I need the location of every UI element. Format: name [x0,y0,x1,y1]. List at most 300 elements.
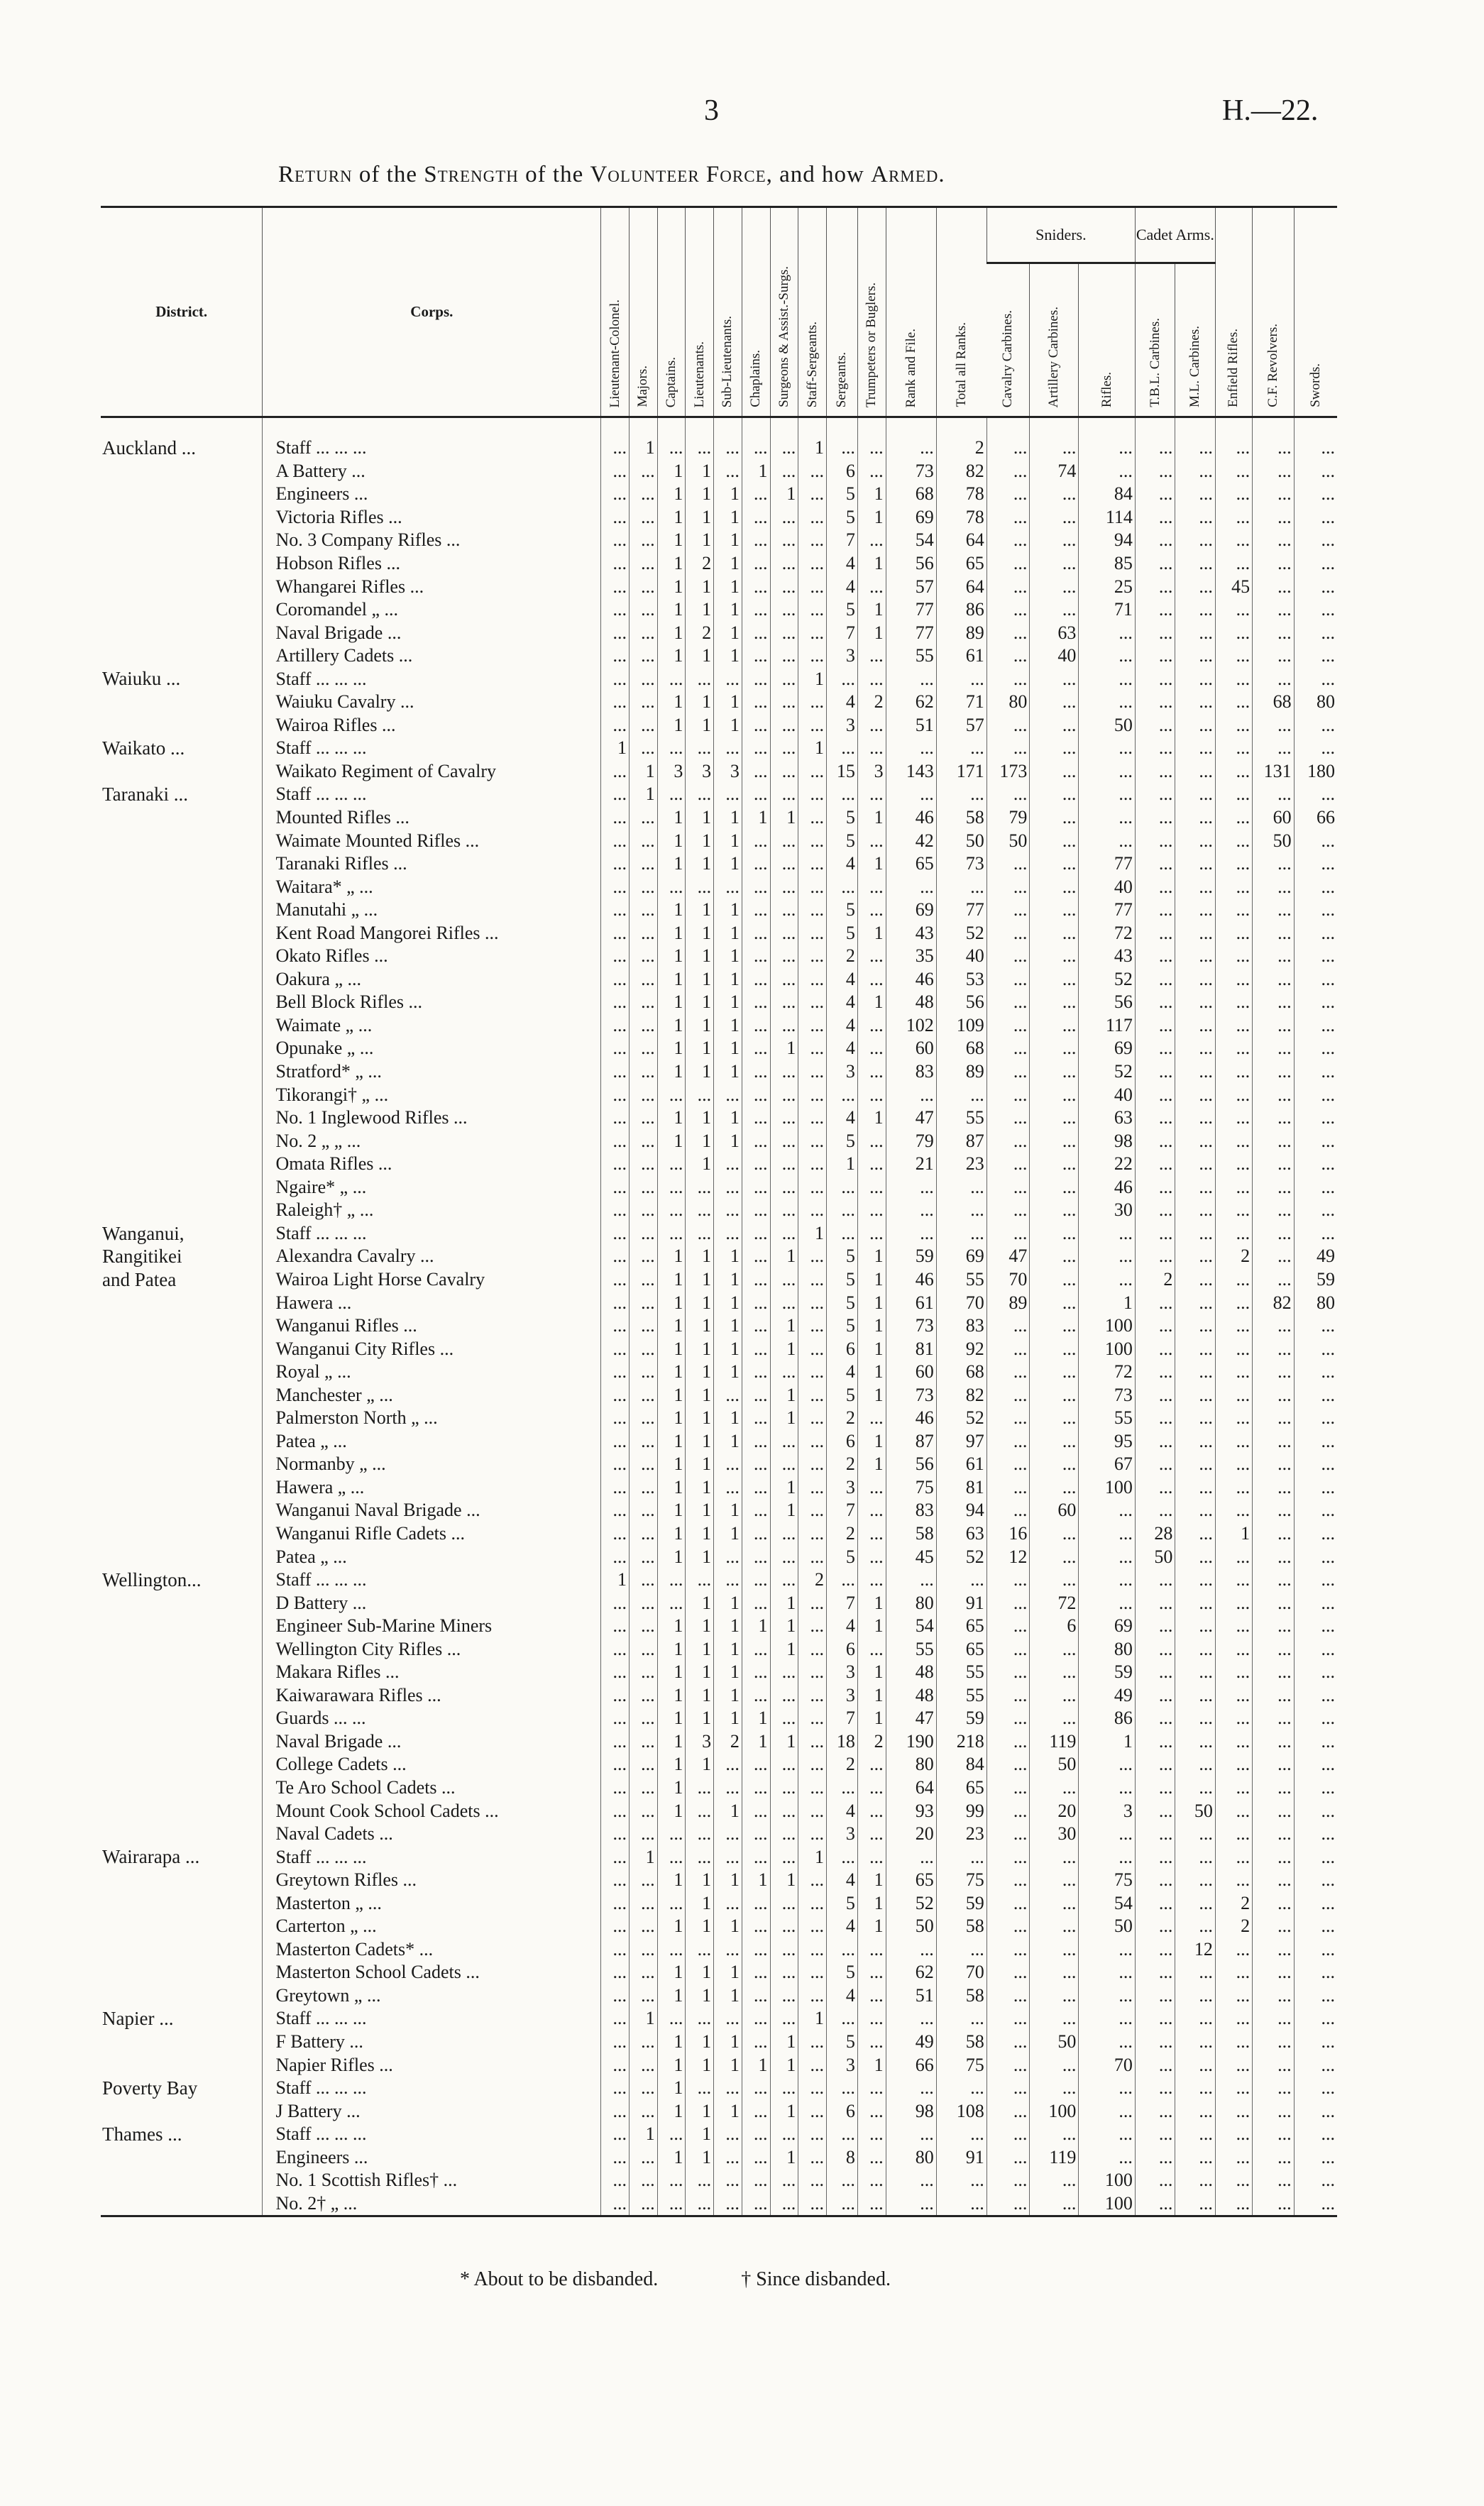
value-cell: ... [1135,1845,1175,1869]
col-arms [1079,263,1135,417]
value-cell: ... [629,806,657,830]
corps-cell: Mounted Rifles ... [263,806,601,830]
district-cell: Thames ... [102,2123,182,2145]
value-cell: 1 [714,644,742,668]
value-cell: 1 [686,1707,714,1730]
district-cell [101,1129,263,1153]
value-cell: 1 [686,991,714,1014]
value-cell: ... [1175,460,1215,483]
value-cell: ... [1030,1915,1079,1938]
value-cell: 5 [826,2030,857,2054]
value-cell: ... [1253,1314,1295,1338]
value-cell: 21 [886,1153,936,1176]
value-cell: 70 [986,1268,1030,1292]
table-row [101,2123,1337,2146]
value-cell: ... [986,1222,1030,1246]
value-cell: ... [714,2192,742,2216]
value-cell: ... [1135,529,1175,552]
corps-cell: Masterton Cadets* ... [263,1938,601,1962]
value-cell: ... [629,1753,657,1776]
value-cell: ... [1175,417,1215,460]
value-cell: 3 [826,1661,857,1684]
value-cell: ... [657,667,686,691]
value-cell: ... [714,1845,742,1869]
value-cell: ... [1253,2030,1295,2054]
value-cell: ... [1135,1823,1175,1846]
value-cell: ... [742,2077,770,2100]
district-cell [101,875,263,898]
table-row [101,921,1337,945]
value-cell: ... [1135,1984,1175,2008]
value-cell: ... [798,1522,827,1546]
value-cell: ... [1030,1845,1079,1869]
value-cell: ... [742,2145,770,2169]
value-cell: ... [798,1176,827,1199]
value-cell: 1 [686,829,714,852]
value-cell: 81 [886,1337,936,1361]
value-cell: ... [986,1430,1030,1453]
value-cell: ... [1135,2007,1175,2030]
value-cell: 60 [1253,806,1295,830]
value-cell: ... [986,460,1030,483]
value-cell: ... [1294,1776,1337,1800]
value-cell: ... [742,417,770,460]
value-cell: ... [886,875,936,898]
value-cell: ... [742,1106,770,1130]
value-cell: ... [686,1083,714,1106]
table-row [101,1383,1337,1407]
value-cell: ... [1079,783,1135,806]
value-cell: 62 [886,691,936,714]
value-cell: 5 [826,483,857,506]
corps-cell: Greytown „ ... [263,1984,601,2008]
col-rank-label: Sergeants. [834,351,850,407]
value-cell: ... [714,1083,742,1106]
value-cell: 73 [886,460,936,483]
value-cell: 5 [826,1245,857,1268]
value-cell: ... [1175,921,1215,945]
page-number: 3 [704,94,719,127]
value-cell: ... [936,2192,986,2216]
value-cell: ... [1135,621,1175,644]
value-cell: 48 [886,1684,936,1708]
corps-cell: F Battery ... [263,2030,601,2054]
value-cell: ... [629,460,657,483]
value-cell: ... [770,1961,798,1984]
value-cell: ... [1030,852,1079,876]
table-row [101,1176,1337,1199]
district-cell [101,552,263,576]
value-cell: ... [1253,921,1295,945]
corps-cell: Whangarei Rifles ... [263,575,601,598]
value-cell: 7 [826,1591,857,1615]
value-cell: ... [936,1938,986,1962]
value-cell: ... [798,1291,827,1314]
value-cell: ... [1215,1707,1252,1730]
value-cell: 7 [826,621,857,644]
value-cell: 1 [770,1499,798,1522]
table-row [101,1637,1337,1661]
value-cell: 143 [886,760,936,784]
value-cell: ... [629,667,657,691]
value-cell: 1 [714,991,742,1014]
value-cell: ... [1215,1684,1252,1708]
value-cell: ... [1030,1707,1079,1730]
value-cell: ... [601,1176,630,1199]
value-cell: ... [1253,783,1295,806]
table-row [101,714,1337,737]
value-cell: 5 [826,898,857,922]
value-cell: ... [1030,714,1079,737]
value-cell: ... [1294,1430,1337,1453]
value-cell: ... [936,1176,986,1199]
value-cell: ... [629,1314,657,1338]
value-cell: ... [798,644,827,668]
corps-cell: Artillery Cadets ... [263,644,601,668]
value-cell: ... [1175,1407,1215,1430]
value-cell: ... [742,2030,770,2054]
value-cell: ... [886,2007,936,2030]
value-cell: 5 [826,829,857,852]
value-cell: ... [1294,1707,1337,1730]
value-cell: 59 [1294,1268,1337,1292]
value-cell: ... [986,2077,1030,2100]
value-cell: ... [714,2077,742,2100]
value-cell: 55 [1079,1407,1135,1430]
value-cell: 1 [629,760,657,784]
value-cell: ... [857,1014,886,1038]
value-cell: 1 [657,1106,686,1130]
value-cell: ... [857,968,886,991]
value-cell: ... [1135,506,1175,529]
value-cell: ... [986,1891,1030,1915]
value-cell: ... [1215,852,1252,876]
value-cell: 2 [826,1453,857,1476]
value-cell: ... [1135,483,1175,506]
col-arms-label: Swords. [1307,363,1323,407]
table-row [101,460,1337,483]
value-cell: ... [601,852,630,876]
value-cell: 1 [742,1869,770,1892]
value-cell: 1 [686,1153,714,1176]
table-row [101,1430,1337,1453]
value-cell: ... [1294,575,1337,598]
value-cell: ... [1030,1245,1079,1268]
value-cell: ... [1253,1891,1295,1915]
value-cell: ... [1215,1984,1252,2008]
value-cell: ... [770,1776,798,1800]
value-cell: ... [601,1823,630,1846]
value-cell: 1 [714,506,742,529]
value-cell: ... [886,1845,936,1869]
value-cell: ... [742,2192,770,2216]
value-cell: 25 [1079,575,1135,598]
value-cell: ... [1215,1268,1252,1292]
value-cell: ... [826,875,857,898]
corps-cell: Greytown Rifles ... [263,1869,601,1892]
value-cell: 1 [657,714,686,737]
value-cell: 1 [657,1014,686,1038]
value-cell: 117 [1079,1014,1135,1038]
value-cell: 1 [657,829,686,852]
value-cell: ... [1253,1268,1295,1292]
value-cell: 1 [601,737,630,760]
value-cell: ... [1030,1938,1079,1962]
value-cell: ... [986,898,1030,922]
value-cell: 20 [886,1823,936,1846]
table-row [101,1407,1337,1430]
value-cell: ... [1294,2123,1337,2146]
value-cell: ... [1135,460,1175,483]
value-cell: ... [986,1129,1030,1153]
value-cell: ... [1294,1153,1337,1176]
value-cell: ... [601,1869,630,1892]
value-cell: ... [886,1199,936,1222]
value-cell: 72 [1030,1591,1079,1615]
corps-cell: Wairoa Rifles ... [263,714,601,737]
value-cell: ... [770,945,798,968]
table-row [101,1915,1337,1938]
value-cell: ... [770,875,798,898]
district-cell [101,2169,263,2192]
value-cell: ... [1253,1637,1295,1661]
value-cell: ... [1253,1453,1295,1476]
col-arms [1175,263,1215,417]
value-cell: ... [714,1453,742,1476]
value-cell: ... [1253,1407,1295,1430]
col-arms [986,263,1030,417]
value-cell: 75 [886,1476,936,1500]
value-cell: ... [629,714,657,737]
value-cell: ... [742,1799,770,1823]
value-cell: ... [1253,621,1295,644]
value-cell: ... [798,1938,827,1962]
value-cell: ... [936,1199,986,1222]
value-cell: ... [629,1106,657,1130]
value-cell: ... [742,1153,770,1176]
value-cell: ... [1294,667,1337,691]
col-rank [826,207,857,417]
value-cell: ... [798,991,827,1014]
col-rank [714,207,742,417]
value-cell: ... [1253,1176,1295,1199]
value-cell: ... [742,529,770,552]
value-cell: ... [742,1938,770,1962]
value-cell: ... [986,1499,1030,1522]
value-cell: ... [770,1268,798,1292]
value-cell: ... [826,2192,857,2216]
value-cell: ... [798,1153,827,1176]
col-rank [601,207,630,417]
value-cell: 73 [886,1383,936,1407]
value-cell: ... [1215,1106,1252,1130]
value-cell: 55 [886,1637,936,1661]
value-cell: ... [1030,1037,1079,1060]
value-cell: ... [1294,1314,1337,1338]
value-cell: ... [1135,1961,1175,1984]
value-cell: ... [1079,417,1135,460]
value-cell: 1 [657,1545,686,1568]
value-cell: ... [742,1545,770,1568]
value-cell: ... [714,1176,742,1199]
value-cell: ... [686,2007,714,2030]
value-cell: ... [629,644,657,668]
value-cell: ... [601,644,630,668]
value-cell: 1 [857,1106,886,1130]
value-cell: ... [629,1383,657,1407]
value-cell: ... [798,1361,827,1384]
value-cell: ... [1135,945,1175,968]
value-cell: 47 [886,1707,936,1730]
value-cell: ... [1215,2123,1252,2146]
district-cell [101,2030,263,2054]
value-cell: ... [1079,2030,1135,2054]
value-cell: ... [601,2053,630,2077]
value-cell: ... [686,1776,714,1800]
value-cell: ... [629,968,657,991]
value-cell: ... [601,783,630,806]
table-row [101,737,1337,760]
value-cell: ... [1135,806,1175,830]
value-cell: 3 [686,760,714,784]
value-cell: ... [1030,2007,1079,2030]
value-cell: ... [1175,1684,1215,1708]
value-cell: ... [629,483,657,506]
value-cell: 109 [936,1014,986,1038]
value-cell: ... [601,1453,630,1476]
value-cell: ... [1030,691,1079,714]
value-cell: 49 [1294,1245,1337,1268]
district-cell [101,1984,263,2008]
value-cell: 1 [857,806,886,830]
value-cell: ... [742,1637,770,1661]
value-cell: ... [629,1776,657,1800]
value-cell: 1 [857,1684,886,1708]
value-cell: ... [798,714,827,737]
value-cell: 66 [886,2053,936,2077]
value-cell: ... [742,968,770,991]
value-cell: ... [798,598,827,622]
value-cell: ... [1030,875,1079,898]
value-cell: ... [601,506,630,529]
value-cell: 1 [657,1476,686,1500]
corps-cell: Wairoa Light Horse Cavalry [263,1268,601,1292]
value-cell: 1 [714,852,742,876]
value-cell: ... [629,1891,657,1915]
value-cell: ... [1030,1684,1079,1708]
value-cell: ... [770,575,798,598]
value-cell: ... [1030,1083,1079,1106]
value-cell: ... [1253,417,1295,460]
value-cell: 77 [1079,898,1135,922]
table-row [101,1568,1337,1592]
value-cell: ... [1079,1776,1135,1800]
value-cell: ... [714,875,742,898]
district-cell [101,598,263,622]
value-cell: ... [986,714,1030,737]
corps-cell: Waitara* „ ... [263,875,601,898]
value-cell: 1 [657,1961,686,1984]
value-cell: ... [798,1984,827,2008]
value-cell: ... [1030,506,1079,529]
value-cell: ... [936,783,986,806]
value-cell: 77 [886,598,936,622]
value-cell: ... [714,1222,742,1246]
value-cell: 190 [886,1730,936,1754]
value-cell: ... [1030,1314,1079,1338]
value-cell: ... [770,1083,798,1106]
value-cell: 1 [742,1615,770,1638]
value-cell: ... [826,1568,857,1592]
value-cell: 1 [857,1707,886,1730]
value-cell: 1 [657,806,686,830]
value-cell: ... [1253,1568,1295,1592]
table-row [101,1361,1337,1384]
value-cell: ... [770,2169,798,2192]
district-cell [101,1915,263,1938]
value-cell: 4 [826,1915,857,1938]
table-row [101,1314,1337,1338]
value-cell: ... [1294,1014,1337,1038]
col-arms-label: Enfield Rifles. [1226,329,1241,407]
value-cell: 1 [686,1637,714,1661]
value-cell: ... [1135,714,1175,737]
value-cell: 1 [742,806,770,830]
value-cell: ... [1294,1984,1337,2008]
value-cell: ... [770,1453,798,1476]
value-cell: ... [770,1060,798,1084]
value-cell: ... [1215,529,1252,552]
value-cell: ... [742,737,770,760]
col-rank [629,207,657,417]
value-cell: ... [1215,1730,1252,1754]
col-arms-label: M.L. Carbines. [1187,325,1203,407]
value-cell: ... [1253,2007,1295,2030]
value-cell: 50 [986,829,1030,852]
value-cell: ... [798,898,827,922]
value-cell: ... [1215,506,1252,529]
value-cell: 1 [770,1337,798,1361]
value-cell: ... [1253,1337,1295,1361]
district-cell [101,1037,263,1060]
value-cell: ... [601,1707,630,1730]
value-cell: 6 [826,1430,857,1453]
corps-cell: Staff ... ... ... [263,783,601,806]
col-rank [742,207,770,417]
footnotes [460,2268,969,2291]
col-arms-label: C.F. Revolvers. [1265,324,1280,407]
value-cell: ... [1215,760,1252,784]
value-cell: 1 [770,1407,798,1430]
table-row [101,1199,1337,1222]
value-cell: ... [770,1984,798,2008]
value-cell: 69 [1079,1615,1135,1638]
value-cell: 1 [686,1591,714,1615]
corps-cell: No. 2† „ ... [263,2192,601,2216]
table-row [101,1453,1337,1476]
value-cell: ... [1079,2123,1135,2146]
value-cell: ... [686,1176,714,1199]
value-cell: ... [1079,1222,1135,1246]
value-cell: 1 [714,575,742,598]
table-row [101,1245,1337,1268]
corps-cell: Opunake „ ... [263,1037,601,1060]
value-cell: ... [742,2123,770,2146]
table-body [101,417,1337,2216]
value-cell: ... [1135,1083,1175,1106]
value-cell: 4 [826,552,857,576]
value-cell: ... [986,1753,1030,1776]
